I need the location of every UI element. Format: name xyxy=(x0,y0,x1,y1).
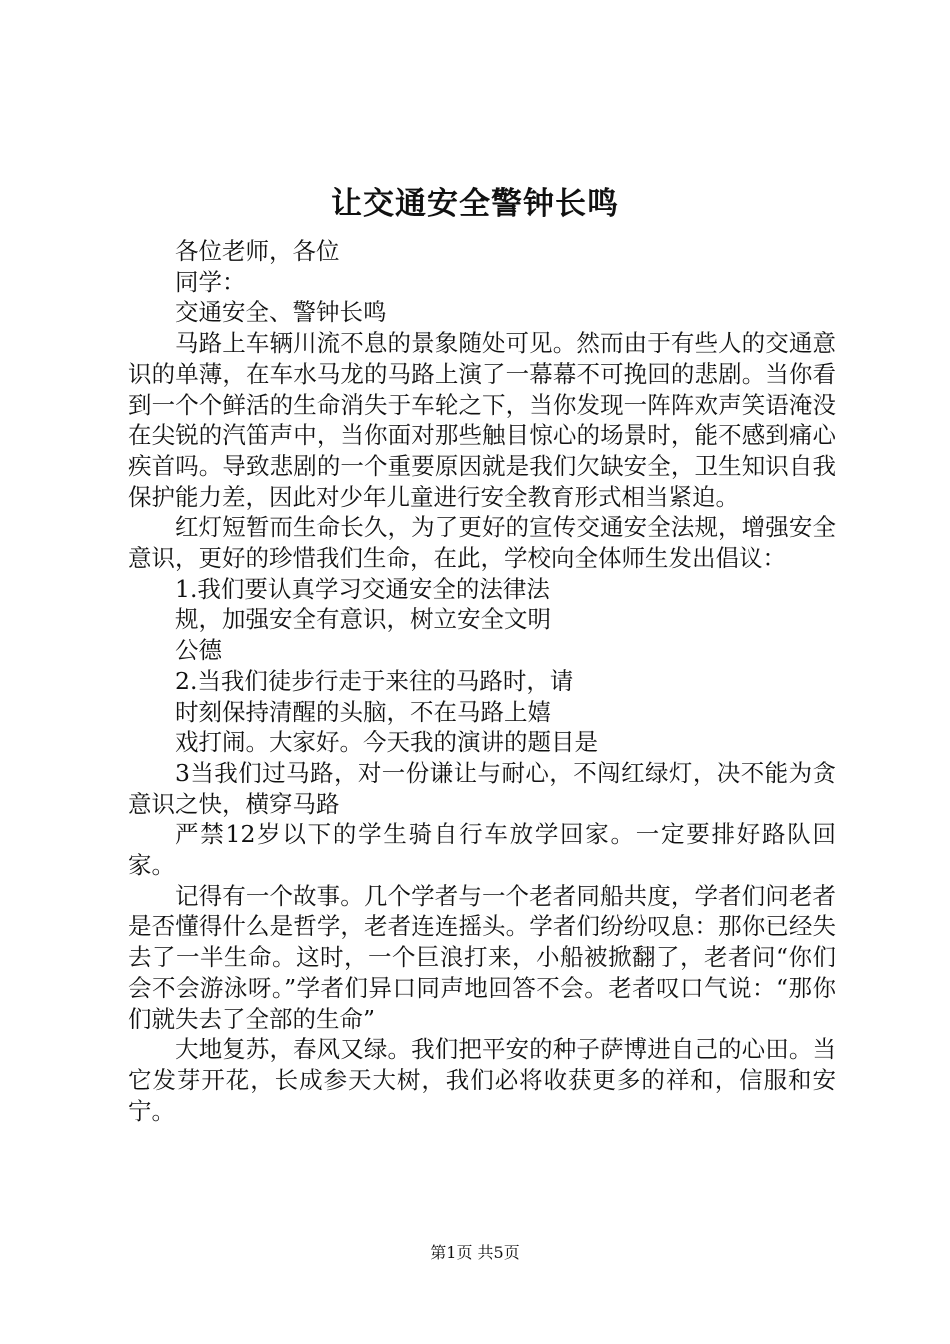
paragraph-greeting-1: 各位老师，各位 xyxy=(175,237,340,265)
paragraph-subtitle: 交通安全、警钟长鸣 xyxy=(175,298,387,327)
paragraph-item-2c: 戏打闹。大家好。今天我的演讲的题目是 xyxy=(175,728,598,757)
document-body xyxy=(128,236,836,1126)
paragraph-item-3: 3当我们过马路，对一份谦让与耐心，不闯红绿灯，决不能为贪意识之快，横穿马路 xyxy=(128,758,836,818)
paragraph-item-1c: 公德 xyxy=(175,636,222,665)
paragraph-item-2a: 2.当我们徒步行走于来往的马路时，请 xyxy=(175,666,574,695)
paragraph-greeting-2: 同学： xyxy=(175,267,246,296)
page-number-footer: 第1页 共5页 xyxy=(430,1243,520,1262)
paragraph-item-1a: 1.我们要认真学习交通安全的法律法 xyxy=(175,574,550,603)
paragraph-item-1b: 规，加强安全有意识，树立安全文明 xyxy=(175,605,551,634)
paragraph-intro: 马路上车辆川流不息的景象随处可见。然而由于有些人的交通意识的单薄，在车水马龙的马路上演了一幕幕不可挽回的悲剧。当你看到一个个鲜活的生命消失于车轮之下，当你发现一阵阵欢声笑语淹没在尖锐的汽笛声中，当你面对那些触目惊心的场景时，能不感到痛心疾首吗。导致悲剧的一个重要原因就是我们欠缺安全，卫生知识自我保护能力差，因此对少年儿童进行安全教育形式相当紧迫。 xyxy=(128,329,836,511)
paragraph-bicycle-rule: 严禁12岁以下的学生骑自行车放学回家。一定要排好路队回家。 xyxy=(128,820,836,880)
paragraph-closing: 大地复苏，春风又绿。我们把平安的种子萨博进自己的心田。当它发芽开花，长成参天大树，我们必将收获更多的祥和，信服和安宁。 xyxy=(128,1035,836,1125)
paragraph-proposal: 红灯短暂而生命长久，为了更好的宣传交通安全法规，增强安全意识，更好的珍惜我们生命，在此，学校向全体师生发出倡议： xyxy=(128,513,836,573)
paragraph-story: 记得有一个故事。几个学者与一个老者同船共度，学者们问老者是否懂得什么是哲学，老者连连摇头。学者们纷纷叹息：那你已经失去了一半生命。这时，一个巨浪打来，小船被掀翻了，老者问“你们会不会游泳呀。”学者们异口同声地回答不会。老者叹口气说：“那你们就失去了全部的生命” xyxy=(128,881,836,1033)
document-title: 让交通安全警钟长鸣 xyxy=(331,186,619,222)
paragraph-item-2b: 时刻保持清醒的头脑，不在马路上嬉 xyxy=(175,697,551,726)
